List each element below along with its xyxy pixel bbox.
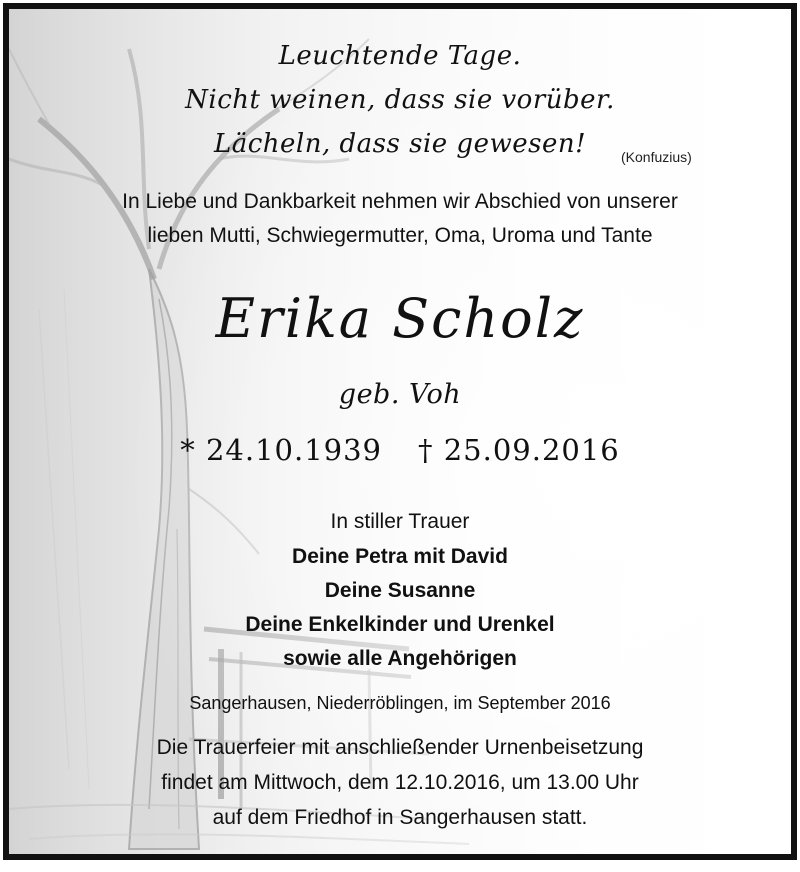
deceased-name: Erika Scholz bbox=[215, 287, 585, 350]
intro-line-2: lieben Mutti, Schwiegermutter, Oma, Uroma und Tante bbox=[147, 224, 653, 247]
quote-line-1: Leuchtende Tage. bbox=[278, 41, 522, 71]
mourner-3: Deine Enkelkinder und Urenkel bbox=[245, 613, 555, 636]
quote-attribution: (Konfuzius) bbox=[621, 149, 692, 165]
death-date: † 25.09.2016 bbox=[418, 433, 620, 467]
obituary-notice bbox=[3, 3, 797, 860]
intro-line-1: In Liebe und Dankbarkeit nehmen wir Abschied von unserer bbox=[122, 190, 678, 213]
service-line-3: auf dem Friedhof in Sangerhausen statt. bbox=[212, 806, 588, 829]
life-dates bbox=[9, 433, 791, 467]
birth-date: * 24.10.1939 bbox=[180, 433, 382, 467]
mourners-heading: In stiller Trauer bbox=[330, 510, 470, 533]
quote-line-3: Lächeln, dass sie gewesen! bbox=[213, 129, 587, 159]
quote-line-2: Nicht weinen, dass sie vorüber. bbox=[185, 85, 615, 115]
service-line-1: Die Trauerfeier mit anschließender Urnenbeisetzung bbox=[156, 736, 644, 759]
mourner-4: sowie alle Angehörigen bbox=[283, 647, 517, 670]
service-line-2: findet am Mittwoch, dem 12.10.2016, um 13.00 Uhr bbox=[161, 771, 639, 794]
place-and-date: Sangerhausen, Niederröblingen, im September 2016 bbox=[189, 693, 611, 713]
notice-content bbox=[9, 9, 791, 854]
mourner-1: Deine Petra mit David bbox=[292, 545, 508, 568]
mourner-2: Deine Susanne bbox=[324, 579, 476, 602]
birth-name: geb. Voh bbox=[338, 379, 462, 410]
